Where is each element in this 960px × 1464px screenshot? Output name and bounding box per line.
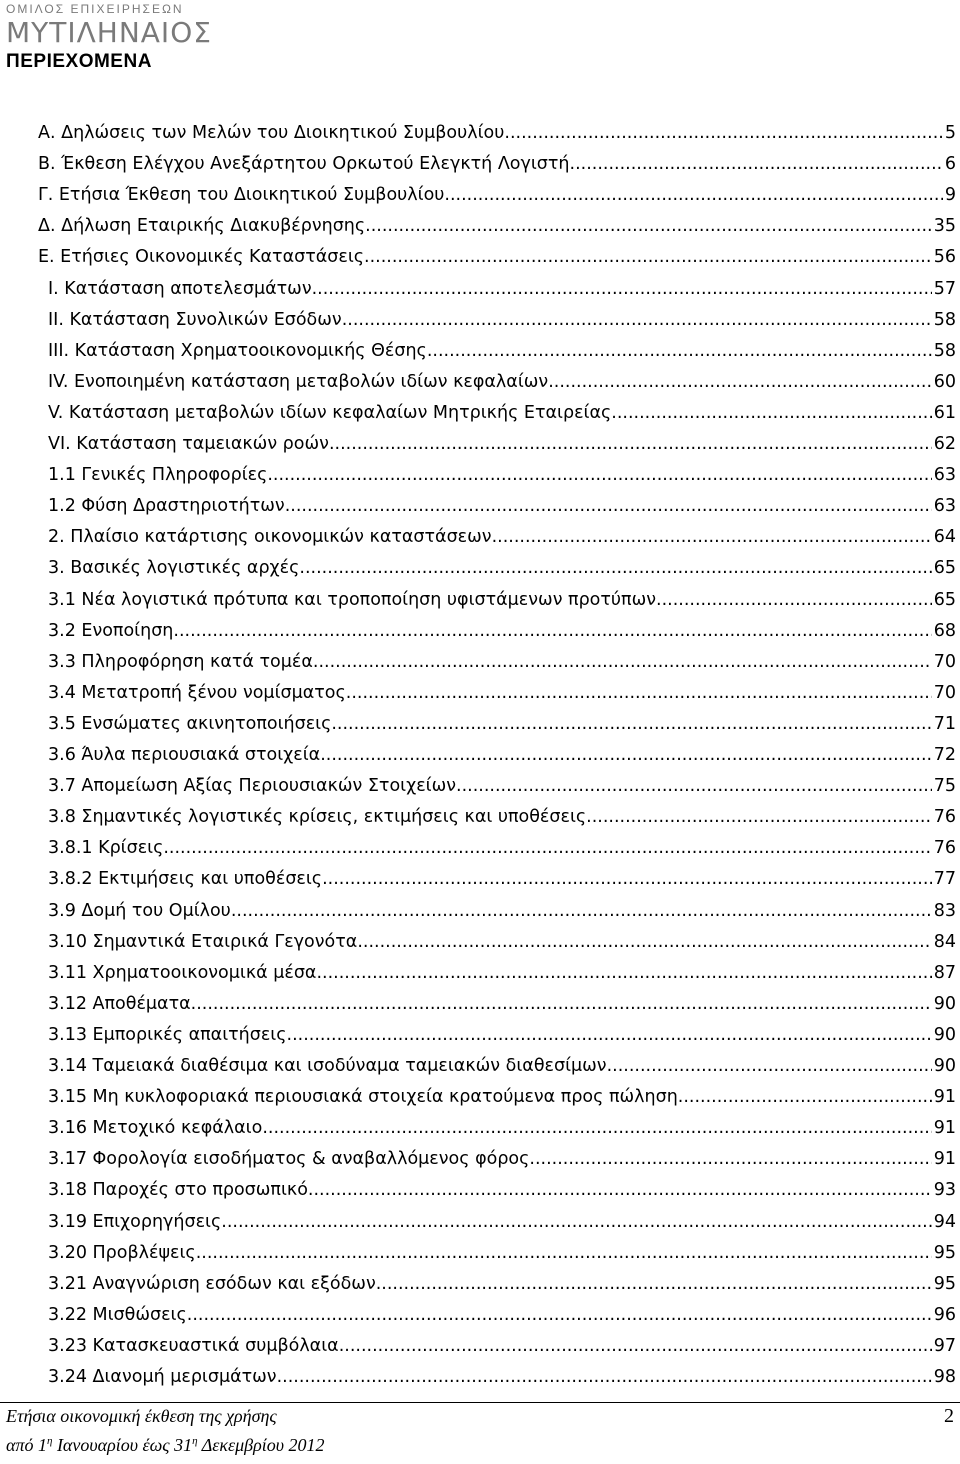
toc-leader-dots [285, 491, 932, 521]
toc-entry-page: 9 [944, 185, 956, 206]
toc-entry[interactable] [48, 429, 956, 459]
toc-entry[interactable] [48, 771, 956, 801]
toc-entry[interactable] [48, 958, 956, 988]
toc-entry-page: 90 [933, 1024, 956, 1045]
toc-entry-page: 77 [933, 869, 956, 890]
toc-leader-dots [196, 1238, 932, 1268]
toc-entry-label: 3.8 Σημαντικές λογιστικές κρίσεις, εκτιμήσεις και υποθέσεις [48, 807, 587, 828]
toc-entry[interactable] [48, 1082, 956, 1112]
footer-period [6, 1433, 325, 1457]
toc-leader-dots [607, 1051, 932, 1081]
footer-period-sup-2: η [192, 1435, 198, 1447]
toc-entry-page: 91 [933, 1087, 956, 1108]
toc-leader-dots [342, 305, 932, 335]
toc-entry-page: 64 [933, 527, 956, 548]
toc-entry[interactable] [48, 460, 956, 490]
toc-entry[interactable] [38, 118, 956, 148]
toc-entry-label: 3.11 Χρηματοοικονομικά μέσα [48, 962, 317, 983]
toc-leader-dots [364, 242, 932, 272]
toc-entry-label: V. Κατάσταση μεταβολών ιδίων κεφαλαίων Μητρικής Εταιρείας [48, 402, 612, 423]
toc-leader-dots [444, 180, 942, 210]
toc-entry-page: 65 [933, 589, 956, 610]
toc-entry-page: 63 [933, 496, 956, 517]
toc-entry-page: 98 [933, 1367, 956, 1387]
toc-leader-dots [191, 989, 932, 1019]
toc-entry[interactable] [48, 398, 956, 428]
toc-entry-label: 3.6 Άυλα περιουσιακά στοιχεία [48, 745, 321, 765]
toc-entry[interactable] [48, 367, 956, 397]
toc-entry[interactable] [48, 585, 956, 615]
toc-entry-label: 3.20 Προβλέψεις [48, 1242, 196, 1263]
toc-entry[interactable] [48, 616, 956, 646]
toc-entry-page: 60 [933, 371, 956, 392]
toc-entry-label: 3.23 Κατασκευαστικά συμβόλαια [48, 1335, 339, 1356]
toc-leader-dots [346, 678, 932, 708]
toc-entry[interactable] [48, 336, 956, 366]
toc-entry[interactable] [38, 149, 956, 179]
toc-entry-page: 95 [933, 1242, 956, 1263]
logo-subtitle: ΟΜΙΛΟΣ ΕΠΙΧΕΙΡΗΣΕΩΝ [6, 2, 184, 16]
toc-heading: ΠΕΡΙΕΧΟΜΕΝΑ [6, 51, 152, 72]
toc-entry-label: 3.24 Διανομή μερισμάτων [48, 1367, 277, 1387]
toc-entry-label: 3.5 Ενσώματες ακινητοποιήσεις [48, 713, 332, 734]
footer-report-title: Ετήσια οικονομική έκθεση της χρήσης [6, 1406, 277, 1426]
toc-leader-dots [163, 833, 931, 863]
toc-entry-page: 93 [933, 1180, 956, 1201]
toc-entry-label: IV. Ενοποιημένη κατάσταση μεταβολών ιδίων κεφαλαίων [48, 371, 549, 392]
toc-leader-dots [504, 118, 942, 148]
toc-entry-page: 76 [933, 838, 956, 859]
toc-leader-dots [329, 429, 932, 459]
toc-entry-page: 58 [933, 309, 956, 330]
toc-entry[interactable] [48, 802, 956, 832]
toc-entry-label: Α. Δηλώσεις των Μελών του Διοικητικού Συμβουλίου [38, 123, 505, 143]
toc-entry-label: VI. Κατάσταση ταμειακών ροών [48, 434, 329, 454]
toc-entry-label: 3.15 Μη κυκλοφοριακά περιουσιακά στοιχεία κρατούμενα προς πώληση [48, 1087, 678, 1108]
toc-leader-dots [316, 958, 931, 988]
toc-leader-dots [313, 647, 932, 677]
toc-entry-page: 56 [933, 247, 956, 268]
toc-entry[interactable] [48, 1144, 956, 1174]
toc-leader-dots [299, 553, 931, 583]
toc-entry-page: 6 [944, 154, 956, 175]
logo-title: ΜΥΤΙΛΗΝΑΙΟΣ [6, 16, 212, 49]
toc-leader-dots [331, 709, 931, 739]
toc-entry-label: I. Κατάσταση αποτελεσμάτων [48, 278, 312, 299]
toc-entry-page: 71 [933, 713, 956, 734]
toc-leader-dots [221, 1207, 931, 1237]
footer-period-sup-1: η [46, 1435, 53, 1447]
toc-leader-dots [492, 522, 932, 552]
toc-leader-dots [267, 460, 931, 490]
toc-entry[interactable] [48, 1051, 956, 1081]
toc-entry-page: 5 [944, 123, 956, 143]
toc-entry[interactable] [48, 864, 956, 894]
footer-divider [0, 1402, 960, 1403]
toc-entry-label: 3.3 Πληροφόρηση κατά τομέα [48, 651, 313, 672]
toc-leader-dots [376, 1269, 932, 1299]
toc-entry-page: 70 [933, 651, 956, 672]
toc-entry-page: 70 [933, 682, 956, 703]
toc-entry-label: 3.2 Ενοποίηση [48, 620, 174, 641]
toc-leader-dots [322, 864, 932, 894]
footer-page-number: 2 [944, 1405, 954, 1427]
toc-entry[interactable] [48, 989, 956, 1019]
toc-leader-dots [312, 274, 932, 304]
footer-period-prefix: από 1 [6, 1435, 47, 1455]
toc-entry-label: Β. Έκθεση Ελέγχου Ανεξάρτητου Ορκωτού Ελεγκτή Λογιστή [38, 154, 570, 175]
toc-entry-label: 1.2 Φύση Δραστηριοτήτων [48, 496, 285, 517]
toc-entry[interactable] [48, 1362, 956, 1392]
toc-entry-page: 61 [933, 402, 956, 423]
footer-period-suffix: Δεκεμβρίου 2012 [197, 1435, 325, 1455]
toc-entry[interactable] [48, 491, 956, 521]
footer-period-middle: Ιανουαρίου έως 31 [52, 1435, 193, 1455]
toc-entry-label: 3.1 Νέα λογιστικά πρότυπα και τροποποίηση υφιστάμενων προτύπων [48, 589, 657, 610]
toc-leader-dots [277, 1362, 932, 1392]
toc-leader-dots [308, 1175, 932, 1205]
toc-entry-label: II. Κατάσταση Συνολικών Εσόδων [48, 309, 342, 330]
toc-leader-dots [173, 616, 931, 646]
toc-entry-page: 76 [933, 807, 956, 828]
toc-entry[interactable] [38, 180, 956, 210]
toc-entry-label: Δ. Δήλωση Εταιρικής Διακυβέρνησης [38, 216, 366, 237]
toc-leader-dots [427, 336, 932, 366]
toc-leader-dots [231, 896, 932, 926]
toc-entry-page: 84 [933, 931, 956, 952]
toc-leader-dots [678, 1082, 932, 1112]
toc-entry-label: Γ. Ετήσια Έκθεση του Διοικητικού Συμβουλίου [38, 185, 445, 206]
toc-entry[interactable] [48, 896, 956, 926]
toc-entry[interactable] [48, 678, 956, 708]
toc-entry[interactable] [48, 553, 956, 583]
toc-leader-dots [456, 771, 932, 801]
toc-entry-label: 3.21 Αναγνώριση εσόδων και εξόδων [48, 1273, 376, 1294]
toc-entry[interactable] [48, 927, 956, 957]
toc-leader-dots [262, 1113, 931, 1143]
toc-leader-dots [529, 1144, 931, 1174]
toc-entry-page: 87 [933, 962, 956, 983]
toc-entry-label: 3.8.2 Εκτιμήσεις και υποθέσεις [48, 869, 323, 890]
toc-leader-dots [656, 585, 932, 615]
toc-leader-dots [357, 927, 931, 957]
toc-leader-dots [187, 1300, 932, 1330]
toc-entry-label: 3.4 Μετατροπή ξένου νομίσματος [48, 682, 346, 703]
toc-entry-page: 35 [933, 216, 956, 237]
toc-entry-page: 96 [933, 1304, 956, 1325]
toc-leader-dots [586, 802, 932, 832]
toc-entry-label: 3.17 Φορολογία εισοδήματος & αναβαλλόμενος φόρος [48, 1149, 530, 1170]
toc-entry-label: Ε. Ετήσιες Οικονομικές Καταστάσεις [38, 247, 365, 268]
toc-entry-label: III. Κατάσταση Χρηματοοικονομικής Θέσης [48, 340, 427, 361]
toc-entry-page: 94 [933, 1211, 956, 1232]
toc-leader-dots [365, 211, 932, 241]
toc-entry-label: 3.9 Δομή του Ομίλου [48, 900, 231, 921]
company-logo [6, 2, 212, 48]
toc-entry-label: 3.16 Μετοχικό κεφάλαιο [48, 1118, 263, 1139]
toc-entry-page: 90 [933, 993, 956, 1014]
toc-entry-page: 91 [933, 1118, 956, 1139]
toc-entry[interactable] [48, 1238, 956, 1268]
toc-entry[interactable] [48, 522, 956, 552]
toc-entry-label: 1.1 Γενικές Πληροφορίες [48, 465, 268, 486]
toc-entry[interactable] [38, 211, 956, 241]
toc-leader-dots [548, 367, 932, 397]
toc-leader-dots [611, 398, 931, 428]
toc-entry-label: 2. Πλαίσιο κατάρτισης οικονομικών καταστάσεων [48, 527, 492, 548]
toc-entry-label: 3. Βασικές λογιστικές αρχές [48, 558, 300, 579]
toc-leader-dots [570, 149, 943, 179]
toc-entry-label: 3.13 Εμπορικές απαιτήσεις [48, 1024, 287, 1045]
toc-entry-page: 95 [933, 1273, 956, 1294]
toc-entry[interactable] [48, 709, 956, 739]
toc-entry-page: 68 [933, 620, 956, 641]
toc-entry-page: 62 [933, 434, 956, 454]
toc-entry-page: 75 [933, 776, 956, 797]
toc-leader-dots [320, 740, 932, 770]
toc-entry-label: 3.14 Ταμειακά διαθέσιμα και ισοδύναμα ταμειακών διαθεσίμων [48, 1056, 607, 1076]
toc-entry[interactable] [48, 1175, 956, 1205]
toc-entry[interactable] [38, 242, 956, 272]
toc-entry[interactable] [48, 740, 956, 770]
toc-leader-dots [339, 1331, 932, 1361]
toc-entry-label: 3.18 Παροχές στο προσωπικό [48, 1180, 308, 1201]
toc-entry[interactable] [48, 833, 956, 863]
toc-entry[interactable] [48, 305, 956, 335]
toc-entry-page: 72 [933, 745, 956, 765]
toc-entry-label: 3.19 Επιχορηγήσεις [48, 1211, 222, 1232]
toc-entry[interactable] [48, 1300, 956, 1330]
toc-entry-page: 90 [933, 1056, 956, 1076]
toc-entry[interactable] [48, 1113, 956, 1143]
toc-entry-label: 3.10 Σημαντικά Εταιρικά Γεγονότα [48, 931, 358, 952]
toc-entry[interactable] [48, 274, 956, 304]
toc-entry-label: 3.12 Αποθέματα [48, 993, 191, 1014]
toc-entry-page: 83 [933, 900, 956, 921]
toc-entry-page: 63 [933, 465, 956, 486]
toc-entry-page: 97 [933, 1335, 956, 1356]
toc-entry[interactable] [48, 1331, 956, 1361]
toc-entry-page: 58 [933, 340, 956, 361]
toc-entry-page: 91 [933, 1149, 956, 1170]
toc-entry[interactable] [48, 647, 956, 677]
toc-entry[interactable] [48, 1207, 956, 1237]
toc-entry-label: 3.8.1 Κρίσεις [48, 838, 164, 859]
toc-entry[interactable] [48, 1269, 956, 1299]
toc-entry-label: 3.7 Απομείωση Αξίας Περιουσιακών Στοιχείων [48, 776, 457, 797]
toc-entry-label: 3.22 Μισθώσεις [48, 1304, 187, 1325]
toc-entry[interactable] [48, 1020, 956, 1050]
toc-entry-page: 57 [933, 278, 956, 299]
toc-entry-page: 65 [933, 558, 956, 579]
toc-leader-dots [287, 1020, 932, 1050]
